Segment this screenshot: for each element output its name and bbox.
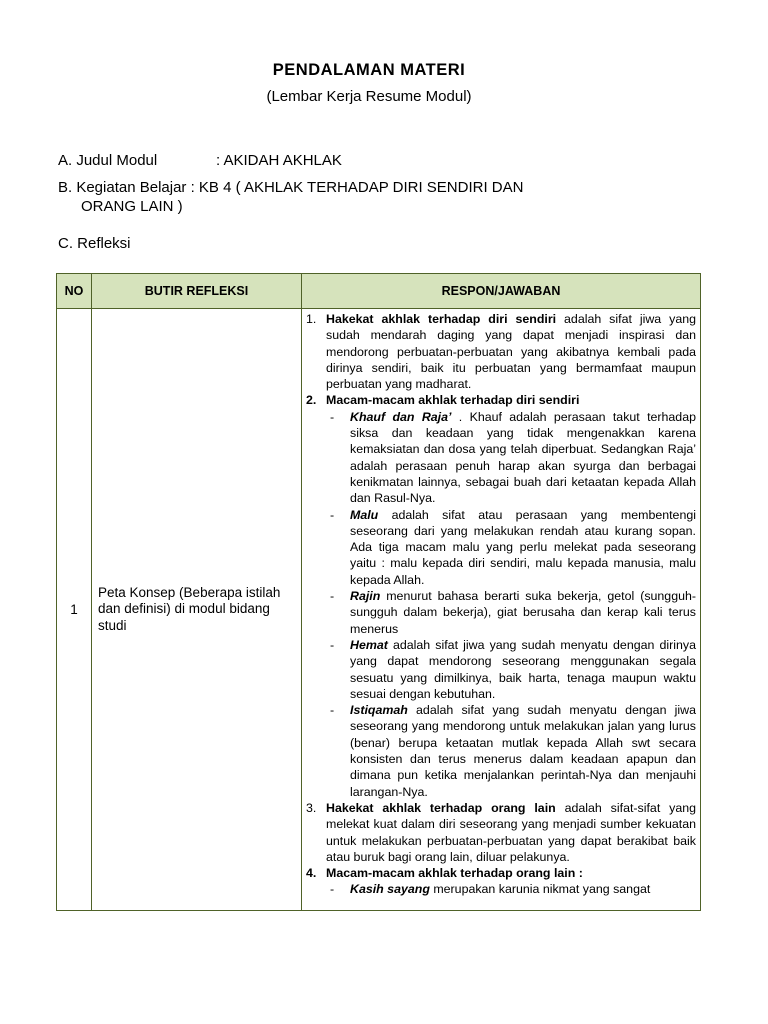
sub-item (326, 702, 696, 800)
reflection-label: C. Refleksi (58, 235, 131, 252)
header-butir: BUTIR REFLEKSI (92, 274, 302, 309)
sub-term: Malu (350, 507, 379, 522)
sub-dash: - (330, 409, 335, 424)
document-subtitle: (Lembar Kerja Resume Modul) (266, 88, 472, 105)
sub-item (326, 881, 696, 897)
sub-item (326, 507, 696, 588)
row-response (302, 309, 701, 911)
sub-dash: - (330, 882, 335, 897)
sub-text: adalah sifat atau perasaan yang membentengi seseorang dari yang melakukan rendah atau kurang sopan. Ada tiga macam malu yang perlu melekat pada seseorang yaitu : malu kepada diri sendiri, malu kepada manusia, malu kepada Allah. (350, 507, 696, 587)
sub-dash: - (330, 589, 335, 604)
item-title: Macam-macam akhlak terhadap diri sendiri (326, 393, 580, 408)
sub-item (326, 588, 696, 637)
learning-activity-value-cont: ORANG LAIN ) (81, 198, 183, 215)
learning-activity-value: : KB 4 ( AKHLAK TERHADAP DIRI SENDIRI DAN (190, 179, 524, 196)
table-header-row (57, 274, 701, 309)
header-respon: RESPON/JAWABAN (302, 274, 701, 309)
row-butir: Peta Konsep (Beberapa istilah dan definisi) di modul bidang studi (92, 309, 302, 911)
item-title: Hakekat akhlak terhadap orang lain (326, 800, 556, 815)
response-item (304, 392, 696, 408)
sub-term: Khauf dan Raja’ (350, 409, 452, 424)
table-row (57, 309, 701, 911)
sub-item (326, 637, 696, 702)
header-no: NO (57, 274, 92, 309)
sub-text: adalah sifat yang sudah menyatu dengan jiwa seseorang yang mendorong untuk melakukan jalan yang lurus (benar) berupa ketaatan mutlak kepada Allah swt secara konsisten dan terus menerus dalam keadaan apapun dan dimana pun ketika menjalankan perintah-Nya dan menjauhi larangan-Nya. (350, 703, 696, 799)
response-item (304, 311, 696, 392)
sub-dash: - (330, 637, 335, 652)
item-number: 1. (306, 312, 317, 326)
item-text: adalah sifat-sifat yang melekat kuat dalam diri seseorang yang menjadi sumber kekuatan untuk melakukan perbuatan-perbuatan yang dapat berakibat baik atau buruk bagi orang lain, diluar pelakunya. (326, 800, 697, 864)
sub-term: Istiqamah (350, 703, 408, 718)
sub-text: adalah sifat jiwa yang sudah menyatu dengan dirinya yang dapat mendorong seseorang menggunakan segala sesuatu yang dimilkinya, baik harta, tenaga maupun waktu sesuai dengan kebutuhan. (350, 637, 696, 701)
module-title-row (58, 151, 342, 170)
sub-term: Rajin (350, 589, 381, 604)
item-text: adalah sifat jiwa yang sudah mendarah daging yang dapat menjadi inspirasi dan mendorong perbuatan-perbuatan yang akibatnya kembali pada dirinya sendiri, baik itu perbuatan yang bermamfaat maupun perbuatan yang madharat. (326, 312, 696, 392)
sub-text: merupakan karunia nikmat yang sangat (429, 882, 651, 897)
item-number: 3. (306, 800, 317, 815)
item-title: Hakekat akhlak terhadap diri sendiri (326, 312, 557, 326)
module-title-label: A. Judul Modul (58, 152, 158, 169)
response-item (304, 865, 696, 881)
module-title-value: : AKIDAH AKHLAK (216, 152, 342, 169)
item-number: 2. (306, 393, 317, 408)
reflection-table (56, 273, 701, 911)
sub-term: Kasih sayang (350, 882, 430, 897)
sub-term: Hemat (350, 637, 388, 652)
learning-activity-row (58, 178, 658, 216)
response-item (304, 800, 696, 865)
sub-dash: - (330, 703, 335, 718)
sub-text: . Khauf adalah perasaan takut terhadap siksa dan keadaan yang tidak mengenakkan karena kemaksiatan dan dosa yang telah diperbuat. Sedangkan Raja’ adalah perasaan penuh harap akan syurga dan berbagai kenikmatan lainnya, sebagai buah dari ketaatan kepada Allah dan Rasul-Nya. (350, 409, 696, 506)
sub-item (326, 409, 696, 507)
learning-activity-label: B. Kegiatan Belajar (58, 179, 187, 196)
item-number: 4. (306, 866, 317, 881)
item-title: Macam-macam akhlak terhadap orang lain : (326, 866, 583, 881)
sub-dash: - (330, 507, 335, 522)
sub-text: menurut bahasa berarti suka bekerja, getol (sungguh-sungguh dalam bekerja), giat berusaha dan kerap kali terus menerus (350, 589, 696, 636)
document-title: PENDALAMAN MATERI (272, 61, 466, 79)
row-number: 1 (57, 309, 92, 911)
